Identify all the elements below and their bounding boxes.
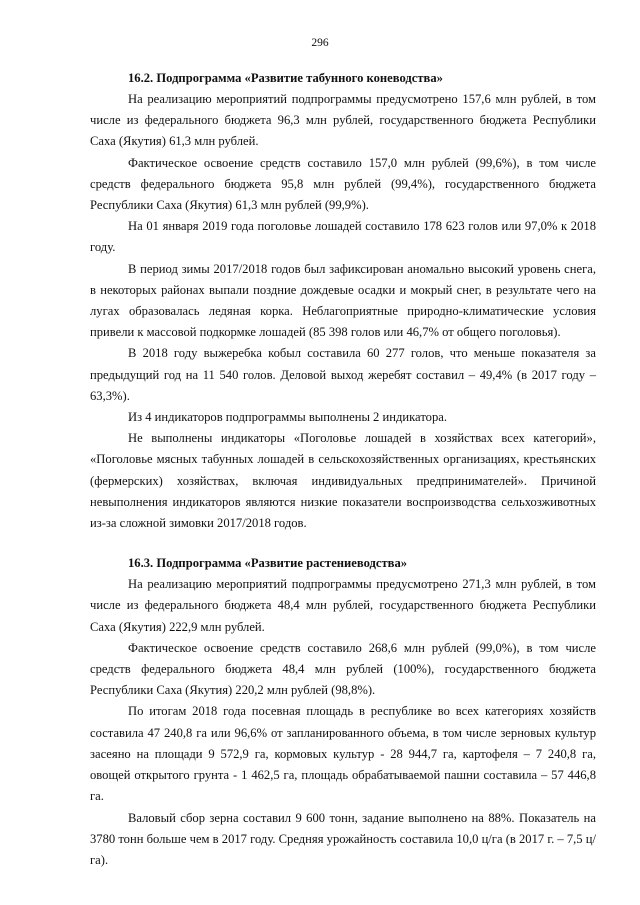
document-body: [90, 68, 596, 871]
section-crop-production: [90, 553, 596, 871]
paragraph: Фактическое освоение средств составило 268,6 млн рублей (99,0%), в том числе средств федерального бюджета 48,4 млн рублей (100%), государственного бюджета Республики Саха (Якутия) 220,2 млн рублей (98,8%).: [90, 640, 596, 698]
paragraph: На реализацию мероприятий подпрограммы предусмотрено 271,3 млн рублей, в том числе из федерального бюджета 48,4 млн рублей, государственного бюджета Республики Саха (Якутия) 222,9 млн рублей.: [90, 577, 596, 634]
paragraph: Не выполнены индикаторы «Поголовье лошадей в хозяйствах всех категорий», «Поголовье мясных табунных лошадей в сельскохозяйственных организациях, крестьянских (фермерских) хозяйствах, включая индивидуальных предпринимателей». Причиной невыполнения индикаторов являются низкие показатели воспроизводства сельхозживотных из-за сложной зимовки 2017/2018 годов.: [90, 431, 596, 531]
paragraph: В 2018 году выжеребка кобыл составила 60 277 голов, что меньше показателя за предыдущий год на 11 540 голов. Деловой выход жеребят составил – 49,4% (в 2017 году – 63,3%).: [90, 346, 596, 403]
section-heading: 16.2. Подпрограмма «Развитие табунного коневодства»: [128, 71, 443, 85]
paragraph: На реализацию мероприятий подпрограммы предусмотрено 157,6 млн рублей, в том числе из федерального бюджета 96,3 млн рублей, государственного бюджета Республики Саха (Якутия) 61,3 млн рублей.: [90, 92, 596, 149]
paragraph: Фактическое освоение средств составило 157,0 млн рублей (99,6%), в том числе средств федерального бюджета 95,8 млн рублей (99,4%), государственного бюджета Республики Саха (Якутия) 61,3 млн рублей (99,9%).: [90, 155, 596, 213]
section-horse-breeding: [90, 68, 596, 534]
paragraph: Из 4 индикаторов подпрограммы выполнены 2 индикатора.: [128, 410, 447, 425]
paragraph: По итогам 2018 года посевная площадь в республике во всех категориях хозяйств составила 47 240,8 га или 96,6% от запланированного объема, в том числе зерновых культур засеяно на площади 9 572,9 га, кормовых культур - 28 944,7 га, картофеля – 7 240,8 га, овощей открытого грунта - 1 462,5 га, площадь обрабатываемой пашни составила – 57 446,8 га.: [90, 704, 596, 804]
paragraph: Валовый сбор зерна составил 9 600 тонн, задание выполнено на 88%. Показатель на 3780 тонн больше чем в 2017 году. Средняя урожайность составила 10,0 ц/га (в 2017 г. – 7,5 ц/га).: [90, 810, 596, 867]
section-heading: 16.3. Подпрограмма «Развитие растениеводства»: [128, 556, 408, 571]
paragraph: В период зимы 2017/2018 годов был зафиксирован аномально высокий уровень снега, в некоторых районах выпали поздние дождевые осадки и мокрый снег, в результате чего на лугах образовалась ледяная корка. Неблагоприятные природно-климатические условия привели к массовой подкормке лошадей (85 398 голов или 46,7% от общего поголовья).: [90, 261, 596, 340]
section-spacer: [90, 534, 596, 553]
paragraph: На 01 января 2019 года поголовье лошадей составило 178 623 голов или 97,0% к 2018 году.: [90, 219, 596, 255]
page-number: 296: [311, 37, 329, 49]
